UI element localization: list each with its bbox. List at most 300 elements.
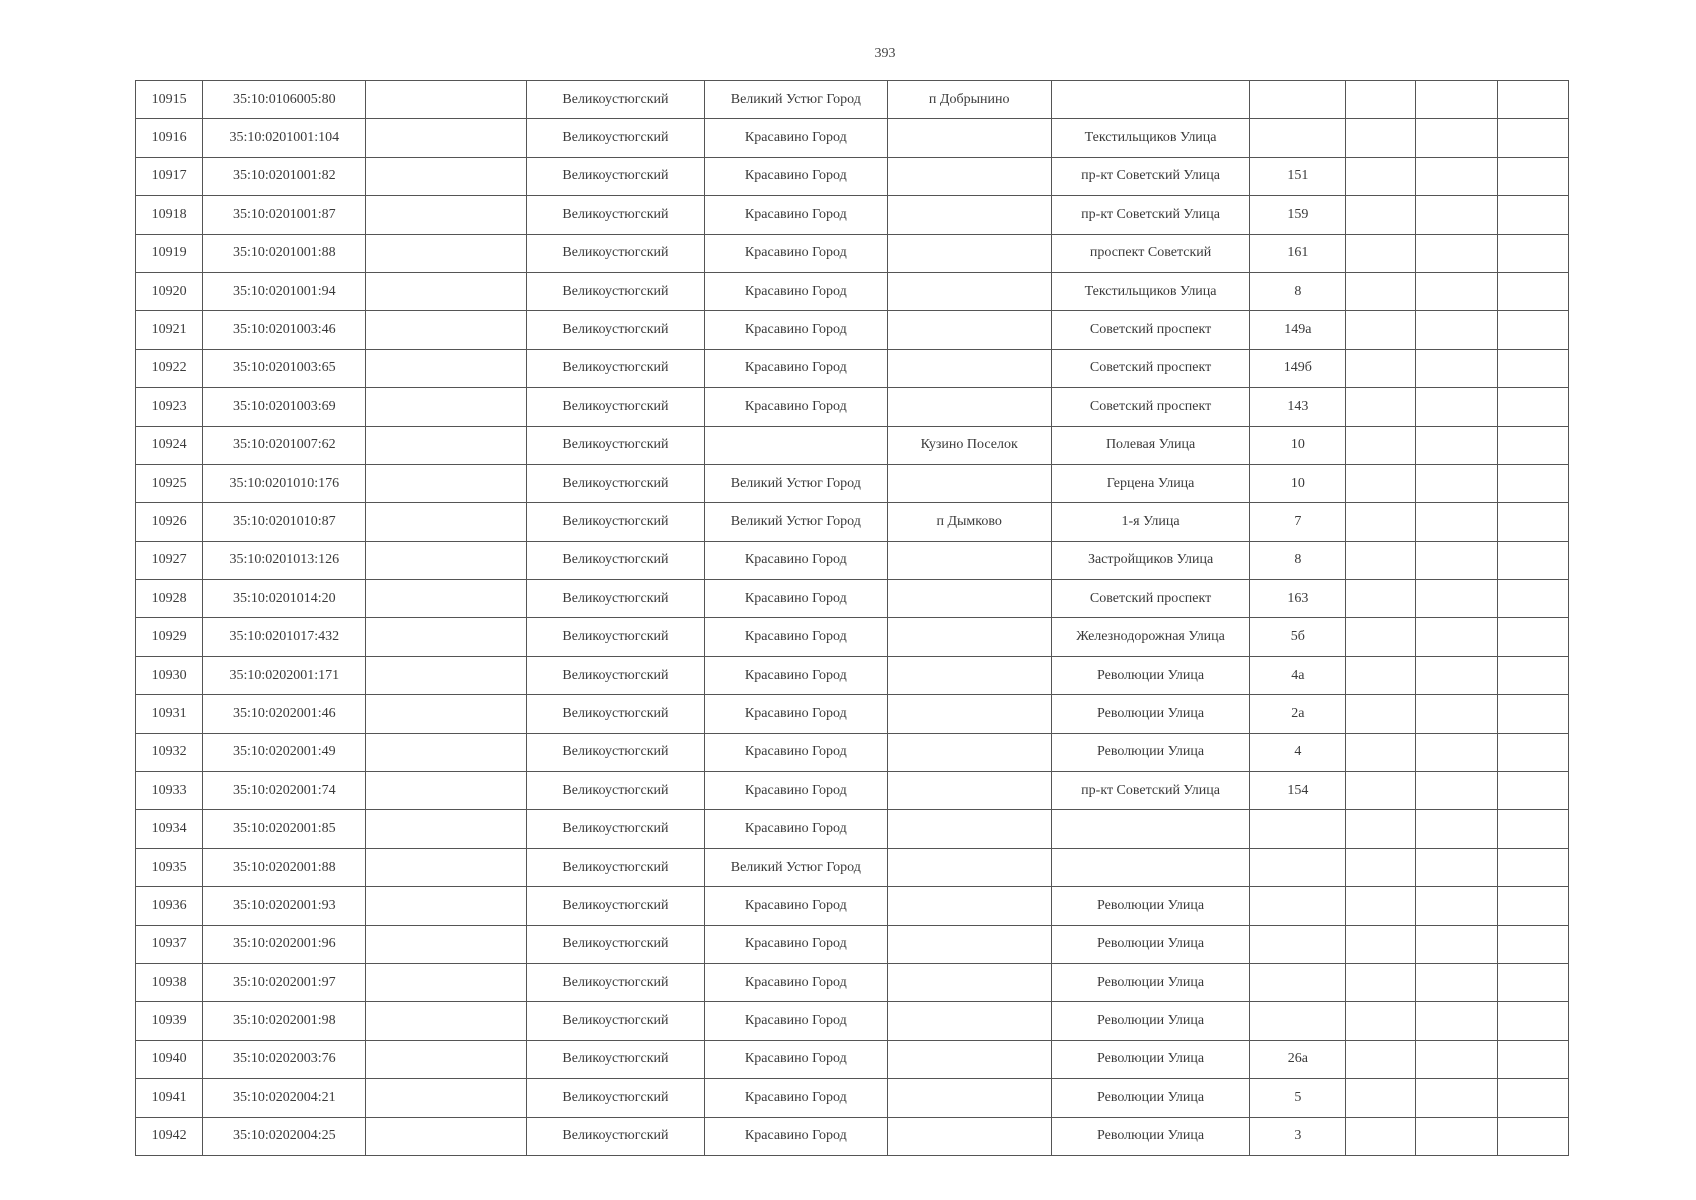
settlement-cell bbox=[887, 963, 1051, 1001]
district-cell: Великоустюгский bbox=[526, 1079, 704, 1117]
empty-cell bbox=[1415, 119, 1497, 157]
empty-cell bbox=[1346, 733, 1415, 771]
empty-cell bbox=[1415, 887, 1497, 925]
empty-cell bbox=[1497, 157, 1568, 195]
empty-cell bbox=[1346, 349, 1415, 387]
empty-cell bbox=[1346, 119, 1415, 157]
row-number-cell: 10936 bbox=[136, 887, 203, 925]
cadastral-number-cell: 35:10:0201003:65 bbox=[203, 349, 366, 387]
district-cell: Великоустюгский bbox=[526, 1002, 704, 1040]
city-cell: Красавино Город bbox=[705, 272, 887, 310]
cadastral-number-cell: 35:10:0202001:98 bbox=[203, 1002, 366, 1040]
street-cell: Революции Улица bbox=[1051, 1002, 1249, 1040]
empty-cell bbox=[1346, 925, 1415, 963]
street-cell: Советский проспект bbox=[1051, 349, 1249, 387]
street-cell: Революции Улица bbox=[1051, 925, 1249, 963]
empty-cell bbox=[1415, 580, 1497, 618]
street-cell: Застройщиков Улица bbox=[1051, 541, 1249, 579]
row-number-cell: 10917 bbox=[136, 157, 203, 195]
empty-cell bbox=[1415, 196, 1497, 234]
empty-cell bbox=[366, 580, 526, 618]
empty-cell bbox=[1497, 464, 1568, 502]
row-number-cell: 10938 bbox=[136, 963, 203, 1001]
district-cell: Великоустюгский bbox=[526, 349, 704, 387]
district-cell: Великоустюгский bbox=[526, 618, 704, 656]
settlement-cell bbox=[887, 580, 1051, 618]
empty-cell bbox=[1497, 1117, 1568, 1155]
street-cell: Революции Улица bbox=[1051, 1117, 1249, 1155]
empty-cell bbox=[1346, 81, 1415, 119]
empty-cell bbox=[1497, 196, 1568, 234]
cadastral-number-cell: 35:10:0202001:171 bbox=[203, 656, 366, 694]
empty-cell bbox=[1346, 196, 1415, 234]
table-row bbox=[136, 426, 1569, 464]
empty-cell bbox=[366, 733, 526, 771]
page-number: 393 bbox=[874, 46, 896, 61]
house-number-cell: 159 bbox=[1250, 196, 1346, 234]
empty-cell bbox=[366, 848, 526, 886]
empty-cell bbox=[1497, 618, 1568, 656]
settlement-cell: Кузино Поселок bbox=[887, 426, 1051, 464]
empty-cell bbox=[1346, 503, 1415, 541]
cadastral-number-cell: 35:10:0201003:69 bbox=[203, 388, 366, 426]
house-number-cell: 2а bbox=[1250, 695, 1346, 733]
table-row bbox=[136, 272, 1569, 310]
empty-cell bbox=[366, 772, 526, 810]
empty-cell bbox=[1346, 810, 1415, 848]
empty-cell bbox=[1415, 1002, 1497, 1040]
district-cell: Великоустюгский bbox=[526, 848, 704, 886]
district-cell: Великоустюгский bbox=[526, 1040, 704, 1078]
table-row bbox=[136, 81, 1569, 119]
empty-cell bbox=[1415, 733, 1497, 771]
city-cell: Красавино Город bbox=[705, 388, 887, 426]
cadastral-number-cell: 35:10:0202001:93 bbox=[203, 887, 366, 925]
empty-cell bbox=[1497, 1079, 1568, 1117]
district-cell: Великоустюгский bbox=[526, 580, 704, 618]
street-cell: проспект Советский bbox=[1051, 234, 1249, 272]
empty-cell bbox=[1497, 503, 1568, 541]
row-number-cell: 10923 bbox=[136, 388, 203, 426]
house-number-cell: 4 bbox=[1250, 733, 1346, 771]
empty-cell bbox=[1346, 1117, 1415, 1155]
street-cell: пр-кт Советский Улица bbox=[1051, 196, 1249, 234]
district-cell: Великоустюгский bbox=[526, 196, 704, 234]
table-row bbox=[136, 810, 1569, 848]
street-cell: Революции Улица bbox=[1051, 733, 1249, 771]
table-row bbox=[136, 656, 1569, 694]
cadastral-number-cell: 35:10:0202001:85 bbox=[203, 810, 366, 848]
house-number-cell: 163 bbox=[1250, 580, 1346, 618]
city-cell: Красавино Город bbox=[705, 1117, 887, 1155]
empty-cell bbox=[1497, 541, 1568, 579]
row-number-cell: 10931 bbox=[136, 695, 203, 733]
empty-cell bbox=[1346, 963, 1415, 1001]
city-cell: Красавино Город bbox=[705, 1040, 887, 1078]
cadastral-number-cell: 35:10:0106005:80 bbox=[203, 81, 366, 119]
empty-cell bbox=[366, 963, 526, 1001]
table-row bbox=[136, 349, 1569, 387]
district-cell: Великоустюгский bbox=[526, 388, 704, 426]
settlement-cell bbox=[887, 1079, 1051, 1117]
street-cell: Текстильщиков Улица bbox=[1051, 119, 1249, 157]
empty-cell bbox=[1346, 272, 1415, 310]
table-body bbox=[136, 81, 1569, 1156]
empty-cell bbox=[1346, 426, 1415, 464]
city-cell: Красавино Город bbox=[705, 695, 887, 733]
table-row bbox=[136, 1040, 1569, 1078]
empty-cell bbox=[1346, 464, 1415, 502]
city-cell: Красавино Город bbox=[705, 887, 887, 925]
empty-cell bbox=[366, 272, 526, 310]
empty-cell bbox=[1497, 733, 1568, 771]
cadastral-number-cell: 35:10:0201001:87 bbox=[203, 196, 366, 234]
empty-cell bbox=[1497, 311, 1568, 349]
city-cell: Великий Устюг Город bbox=[705, 503, 887, 541]
street-cell: Революции Улица bbox=[1051, 1040, 1249, 1078]
house-number-cell: 7 bbox=[1250, 503, 1346, 541]
city-cell: Великий Устюг Город bbox=[705, 81, 887, 119]
city-cell: Великий Устюг Город bbox=[705, 464, 887, 502]
house-number-cell: 149б bbox=[1250, 349, 1346, 387]
empty-cell bbox=[1346, 618, 1415, 656]
empty-cell bbox=[366, 810, 526, 848]
empty-cell bbox=[1497, 580, 1568, 618]
empty-cell bbox=[1497, 272, 1568, 310]
city-cell bbox=[705, 426, 887, 464]
house-number-cell bbox=[1250, 848, 1346, 886]
table-row bbox=[136, 925, 1569, 963]
empty-cell bbox=[366, 887, 526, 925]
table-row bbox=[136, 887, 1569, 925]
empty-cell bbox=[1346, 695, 1415, 733]
empty-cell bbox=[1415, 963, 1497, 1001]
settlement-cell bbox=[887, 1040, 1051, 1078]
settlement-cell bbox=[887, 1002, 1051, 1040]
row-number-cell: 10916 bbox=[136, 119, 203, 157]
cadastral-number-cell: 35:10:0202001:49 bbox=[203, 733, 366, 771]
cadastral-number-cell: 35:10:0201017:432 bbox=[203, 618, 366, 656]
city-cell: Красавино Город bbox=[705, 925, 887, 963]
cadastral-number-cell: 35:10:0201007:62 bbox=[203, 426, 366, 464]
street-cell bbox=[1051, 848, 1249, 886]
empty-cell bbox=[1346, 157, 1415, 195]
district-cell: Великоустюгский bbox=[526, 311, 704, 349]
city-cell: Красавино Город bbox=[705, 656, 887, 694]
house-number-cell: 5 bbox=[1250, 1079, 1346, 1117]
table-row bbox=[136, 157, 1569, 195]
city-cell: Красавино Город bbox=[705, 618, 887, 656]
cadastral-number-cell: 35:10:0202004:25 bbox=[203, 1117, 366, 1155]
district-cell: Великоустюгский bbox=[526, 733, 704, 771]
table-row bbox=[136, 618, 1569, 656]
empty-cell bbox=[366, 196, 526, 234]
empty-cell bbox=[1346, 311, 1415, 349]
settlement-cell: п Дымково bbox=[887, 503, 1051, 541]
table-row bbox=[136, 772, 1569, 810]
empty-cell bbox=[1346, 656, 1415, 694]
empty-cell bbox=[1415, 848, 1497, 886]
settlement-cell bbox=[887, 196, 1051, 234]
settlement-cell bbox=[887, 1117, 1051, 1155]
empty-cell bbox=[1497, 81, 1568, 119]
empty-cell bbox=[1415, 772, 1497, 810]
house-number-cell bbox=[1250, 963, 1346, 1001]
city-cell: Красавино Город bbox=[705, 733, 887, 771]
city-cell: Великий Устюг Город bbox=[705, 848, 887, 886]
table-row bbox=[136, 234, 1569, 272]
empty-cell bbox=[1497, 656, 1568, 694]
row-number-cell: 10915 bbox=[136, 81, 203, 119]
house-number-cell: 5б bbox=[1250, 618, 1346, 656]
empty-cell bbox=[1346, 1002, 1415, 1040]
empty-cell bbox=[1346, 887, 1415, 925]
house-number-cell: 143 bbox=[1250, 388, 1346, 426]
city-cell: Красавино Город bbox=[705, 157, 887, 195]
street-cell: Революции Улица bbox=[1051, 656, 1249, 694]
cadastral-number-cell: 35:10:0201010:176 bbox=[203, 464, 366, 502]
district-cell: Великоустюгский bbox=[526, 695, 704, 733]
settlement-cell: п Добрынино bbox=[887, 81, 1051, 119]
district-cell: Великоустюгский bbox=[526, 963, 704, 1001]
settlement-cell bbox=[887, 733, 1051, 771]
district-cell: Великоустюгский bbox=[526, 541, 704, 579]
cadastral-number-cell: 35:10:0201013:126 bbox=[203, 541, 366, 579]
street-cell: Революции Улица bbox=[1051, 695, 1249, 733]
cadastral-number-cell: 35:10:0202001:88 bbox=[203, 848, 366, 886]
row-number-cell: 10921 bbox=[136, 311, 203, 349]
table-row bbox=[136, 464, 1569, 502]
empty-cell bbox=[1346, 580, 1415, 618]
empty-cell bbox=[366, 1079, 526, 1117]
empty-cell bbox=[366, 618, 526, 656]
empty-cell bbox=[366, 234, 526, 272]
row-number-cell: 10933 bbox=[136, 772, 203, 810]
empty-cell bbox=[1497, 119, 1568, 157]
empty-cell bbox=[1415, 695, 1497, 733]
empty-cell bbox=[1415, 311, 1497, 349]
district-cell: Великоустюгский bbox=[526, 464, 704, 502]
city-cell: Красавино Город bbox=[705, 580, 887, 618]
district-cell: Великоустюгский bbox=[526, 272, 704, 310]
district-cell: Великоустюгский bbox=[526, 656, 704, 694]
street-cell: Революции Улица bbox=[1051, 887, 1249, 925]
city-cell: Красавино Город bbox=[705, 196, 887, 234]
table-row bbox=[136, 963, 1569, 1001]
house-number-cell: 4а bbox=[1250, 656, 1346, 694]
city-cell: Красавино Город bbox=[705, 119, 887, 157]
table-row bbox=[136, 503, 1569, 541]
empty-cell bbox=[1415, 618, 1497, 656]
street-cell: Революции Улица bbox=[1051, 1079, 1249, 1117]
settlement-cell bbox=[887, 119, 1051, 157]
row-number-cell: 10941 bbox=[136, 1079, 203, 1117]
row-number-cell: 10925 bbox=[136, 464, 203, 502]
empty-cell bbox=[1415, 81, 1497, 119]
empty-cell bbox=[1346, 772, 1415, 810]
empty-cell bbox=[1415, 1079, 1497, 1117]
settlement-cell bbox=[887, 810, 1051, 848]
empty-cell bbox=[366, 1002, 526, 1040]
house-number-cell bbox=[1250, 81, 1346, 119]
cadastral-number-cell: 35:10:0201001:94 bbox=[203, 272, 366, 310]
city-cell: Красавино Город bbox=[705, 1079, 887, 1117]
empty-cell bbox=[366, 1040, 526, 1078]
district-cell: Великоустюгский bbox=[526, 119, 704, 157]
row-number-cell: 10922 bbox=[136, 349, 203, 387]
empty-cell bbox=[1415, 349, 1497, 387]
row-number-cell: 10928 bbox=[136, 580, 203, 618]
table-row bbox=[136, 311, 1569, 349]
cadastral-number-cell: 35:10:0202004:21 bbox=[203, 1079, 366, 1117]
city-cell: Красавино Город bbox=[705, 311, 887, 349]
city-cell: Красавино Город bbox=[705, 1002, 887, 1040]
cadastral-number-cell: 35:10:0201001:88 bbox=[203, 234, 366, 272]
empty-cell bbox=[366, 349, 526, 387]
settlement-cell bbox=[887, 388, 1051, 426]
empty-cell bbox=[1415, 234, 1497, 272]
empty-cell bbox=[366, 311, 526, 349]
city-cell: Красавино Город bbox=[705, 234, 887, 272]
cadastral-number-cell: 35:10:0202001:74 bbox=[203, 772, 366, 810]
district-cell: Великоустюгский bbox=[526, 925, 704, 963]
house-number-cell: 8 bbox=[1250, 272, 1346, 310]
house-number-cell: 10 bbox=[1250, 464, 1346, 502]
settlement-cell bbox=[887, 541, 1051, 579]
house-number-cell bbox=[1250, 810, 1346, 848]
cadastral-number-cell: 35:10:0202001:96 bbox=[203, 925, 366, 963]
empty-cell bbox=[1415, 426, 1497, 464]
district-cell: Великоустюгский bbox=[526, 810, 704, 848]
row-number-cell: 10942 bbox=[136, 1117, 203, 1155]
table-row bbox=[136, 119, 1569, 157]
settlement-cell bbox=[887, 464, 1051, 502]
cadastral-number-cell: 35:10:0202001:46 bbox=[203, 695, 366, 733]
row-number-cell: 10934 bbox=[136, 810, 203, 848]
empty-cell bbox=[1346, 388, 1415, 426]
table-row bbox=[136, 1002, 1569, 1040]
empty-cell bbox=[1415, 272, 1497, 310]
settlement-cell bbox=[887, 925, 1051, 963]
district-cell: Великоустюгский bbox=[526, 426, 704, 464]
street-cell: Герцена Улица bbox=[1051, 464, 1249, 502]
empty-cell bbox=[1497, 925, 1568, 963]
settlement-cell bbox=[887, 772, 1051, 810]
empty-cell bbox=[1415, 464, 1497, 502]
cadastral-number-cell: 35:10:0201001:104 bbox=[203, 119, 366, 157]
house-number-cell bbox=[1250, 119, 1346, 157]
empty-cell bbox=[1415, 157, 1497, 195]
row-number-cell: 10935 bbox=[136, 848, 203, 886]
house-number-cell: 10 bbox=[1250, 426, 1346, 464]
empty-cell bbox=[1415, 541, 1497, 579]
empty-cell bbox=[1415, 503, 1497, 541]
empty-cell bbox=[366, 388, 526, 426]
empty-cell bbox=[1346, 848, 1415, 886]
district-cell: Великоустюгский bbox=[526, 1117, 704, 1155]
empty-cell bbox=[1346, 1040, 1415, 1078]
empty-cell bbox=[366, 157, 526, 195]
house-number-cell bbox=[1250, 925, 1346, 963]
empty-cell bbox=[1497, 426, 1568, 464]
table-row bbox=[136, 388, 1569, 426]
cadastral-number-cell: 35:10:0202001:97 bbox=[203, 963, 366, 1001]
row-number-cell: 10926 bbox=[136, 503, 203, 541]
empty-cell bbox=[366, 925, 526, 963]
street-cell: Советский проспект bbox=[1051, 388, 1249, 426]
empty-cell bbox=[1497, 772, 1568, 810]
row-number-cell: 10937 bbox=[136, 925, 203, 963]
row-number-cell: 10939 bbox=[136, 1002, 203, 1040]
table-row bbox=[136, 733, 1569, 771]
settlement-cell bbox=[887, 157, 1051, 195]
row-number-cell: 10940 bbox=[136, 1040, 203, 1078]
empty-cell bbox=[1415, 656, 1497, 694]
district-cell: Великоустюгский bbox=[526, 234, 704, 272]
empty-cell bbox=[366, 695, 526, 733]
empty-cell bbox=[1497, 848, 1568, 886]
street-cell: Советский проспект bbox=[1051, 311, 1249, 349]
district-cell: Великоустюгский bbox=[526, 887, 704, 925]
district-cell: Великоустюгский bbox=[526, 81, 704, 119]
cadastral-number-cell: 35:10:0201003:46 bbox=[203, 311, 366, 349]
empty-cell bbox=[1346, 1079, 1415, 1117]
row-number-cell: 10924 bbox=[136, 426, 203, 464]
empty-cell bbox=[1415, 810, 1497, 848]
house-number-cell: 3 bbox=[1250, 1117, 1346, 1155]
empty-cell bbox=[1497, 887, 1568, 925]
district-cell: Великоустюгский bbox=[526, 503, 704, 541]
house-number-cell: 151 bbox=[1250, 157, 1346, 195]
empty-cell bbox=[1497, 810, 1568, 848]
empty-cell bbox=[1497, 695, 1568, 733]
table-row bbox=[136, 541, 1569, 579]
row-number-cell: 10932 bbox=[136, 733, 203, 771]
house-number-cell bbox=[1250, 1002, 1346, 1040]
house-number-cell: 26а bbox=[1250, 1040, 1346, 1078]
empty-cell bbox=[1346, 541, 1415, 579]
settlement-cell bbox=[887, 887, 1051, 925]
table-row bbox=[136, 1079, 1569, 1117]
district-cell: Великоустюгский bbox=[526, 772, 704, 810]
table-row bbox=[136, 1117, 1569, 1155]
empty-cell bbox=[1497, 1040, 1568, 1078]
empty-cell bbox=[1497, 963, 1568, 1001]
empty-cell bbox=[1415, 925, 1497, 963]
table-row bbox=[136, 848, 1569, 886]
street-cell: Полевая Улица bbox=[1051, 426, 1249, 464]
row-number-cell: 10930 bbox=[136, 656, 203, 694]
house-number-cell bbox=[1250, 887, 1346, 925]
street-cell: Железнодорожная Улица bbox=[1051, 618, 1249, 656]
settlement-cell bbox=[887, 618, 1051, 656]
row-number-cell: 10920 bbox=[136, 272, 203, 310]
street-cell: пр-кт Советский Улица bbox=[1051, 772, 1249, 810]
registry-table bbox=[135, 80, 1569, 1156]
empty-cell bbox=[1497, 349, 1568, 387]
street-cell: 1-я Улица bbox=[1051, 503, 1249, 541]
empty-cell bbox=[1497, 388, 1568, 426]
city-cell: Красавино Город bbox=[705, 772, 887, 810]
cadastral-number-cell: 35:10:0201010:87 bbox=[203, 503, 366, 541]
cadastral-number-cell: 35:10:0201001:82 bbox=[203, 157, 366, 195]
row-number-cell: 10918 bbox=[136, 196, 203, 234]
city-cell: Красавино Город bbox=[705, 541, 887, 579]
street-cell bbox=[1051, 810, 1249, 848]
settlement-cell bbox=[887, 349, 1051, 387]
table-row bbox=[136, 580, 1569, 618]
row-number-cell: 10919 bbox=[136, 234, 203, 272]
